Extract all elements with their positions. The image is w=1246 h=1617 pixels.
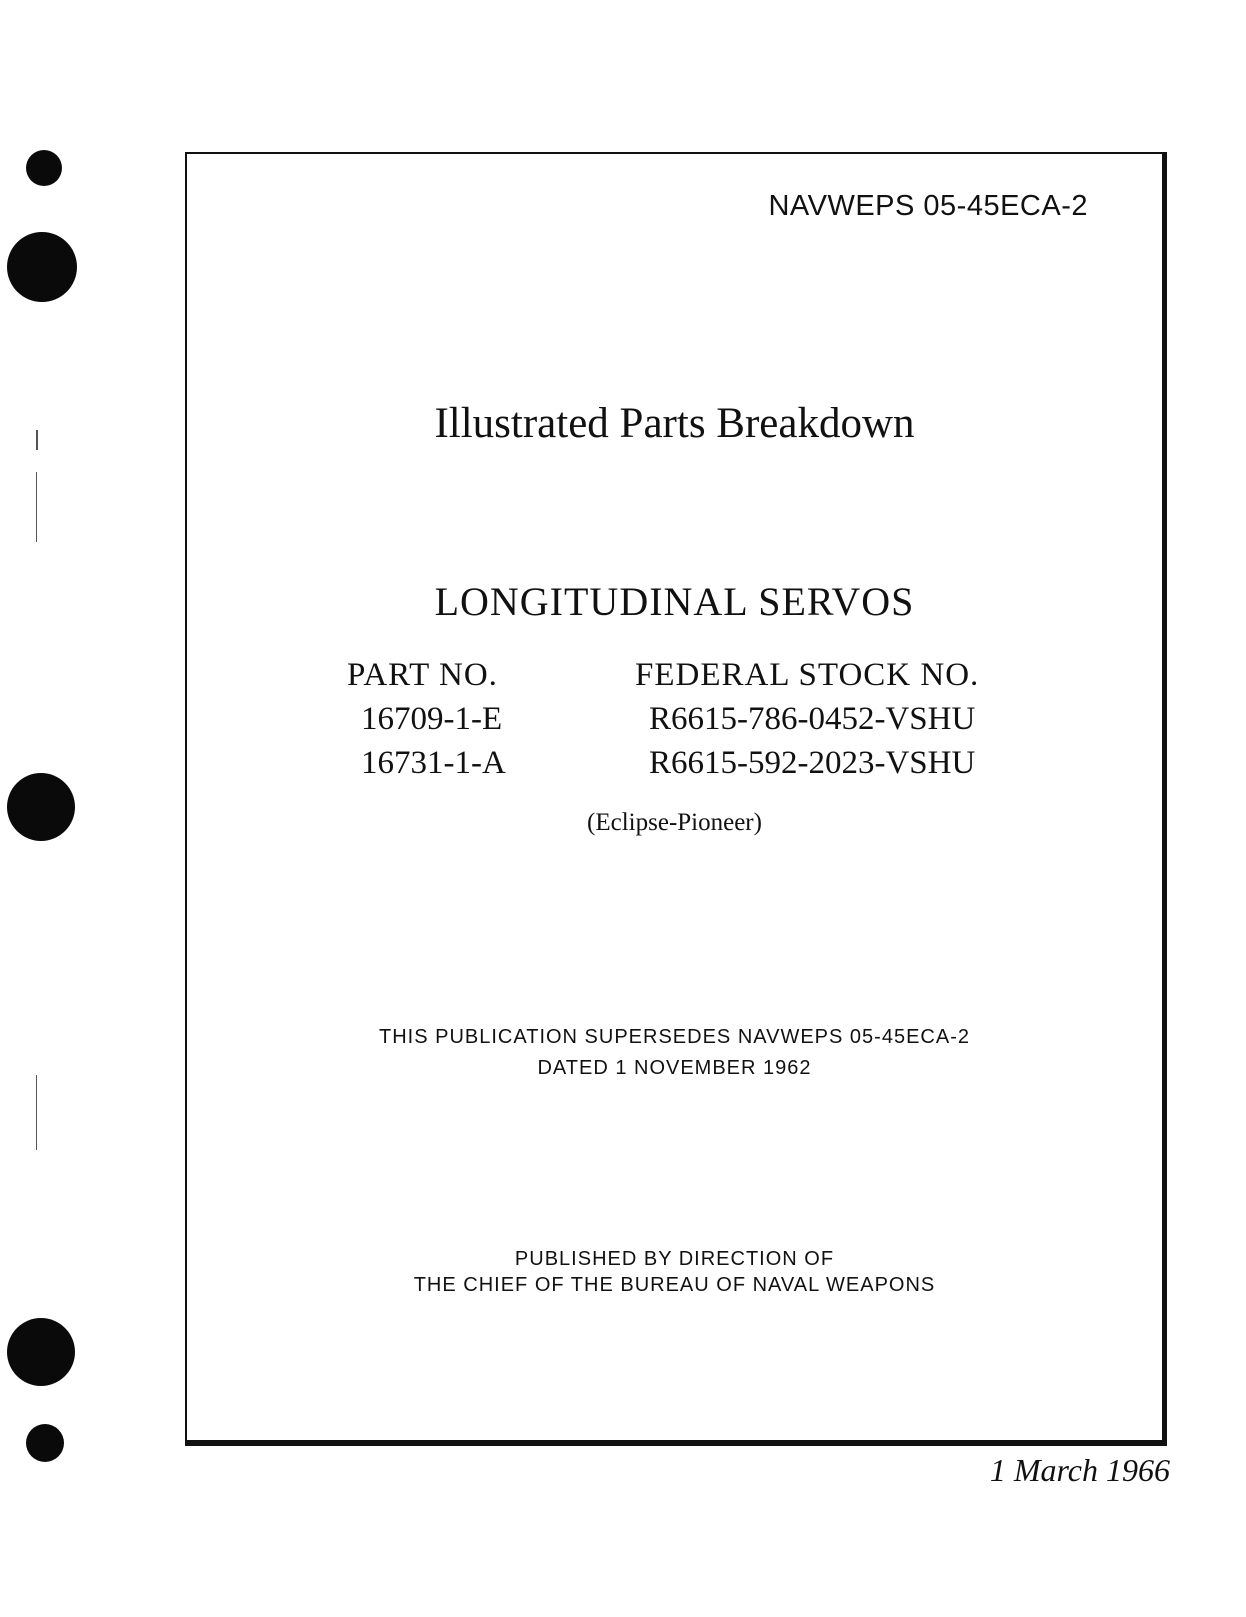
publication-date: 1 March 1966	[989, 1452, 1170, 1488]
scan-mark	[36, 472, 37, 542]
part-number-column	[347, 657, 547, 789]
publisher-line: PUBLISHED BY DIRECTION OF	[514, 1248, 835, 1270]
supersedes-line: THIS PUBLICATION SUPERSEDES NAVWEPS 05-45ECA-2	[379, 1026, 970, 1048]
part-number-value: 16731-1-A	[361, 745, 506, 781]
title-page-frame	[185, 152, 1167, 1446]
manufacturer: (Eclipse-Pioneer)	[587, 809, 762, 836]
subject-title: LONGITUDINAL SERVOS	[434, 579, 915, 624]
stock-number-value: R6615-786-0452-VSHU	[649, 701, 976, 737]
scan-mark	[36, 430, 38, 450]
stock-number-column	[635, 657, 1035, 789]
stock-number-value: R6615-592-2023-VSHU	[649, 745, 976, 781]
scan-mark	[36, 1075, 37, 1150]
stock-number-header: FEDERAL STOCK NO.	[635, 657, 980, 693]
document-number: NAVWEPS 05-45ECA-2	[768, 190, 1088, 222]
publisher-notice	[187, 1246, 1162, 1298]
binder-hole-3	[7, 773, 75, 841]
publisher-line: THE CHIEF OF THE BUREAU OF NAVAL WEAPONS	[413, 1274, 936, 1296]
binder-hole-4	[7, 1318, 75, 1386]
supersedes-line: DATED 1 NOVEMBER 1962	[537, 1057, 812, 1079]
binder-hole-2	[7, 232, 77, 302]
supersedes-notice	[187, 1022, 1162, 1084]
binder-hole-5	[26, 1424, 64, 1462]
part-number-value: 16709-1-E	[361, 701, 503, 737]
binder-hole-1	[26, 150, 62, 186]
part-number-header: PART NO.	[347, 657, 498, 693]
ipb-title: Illustrated Parts Breakdown	[434, 400, 915, 447]
